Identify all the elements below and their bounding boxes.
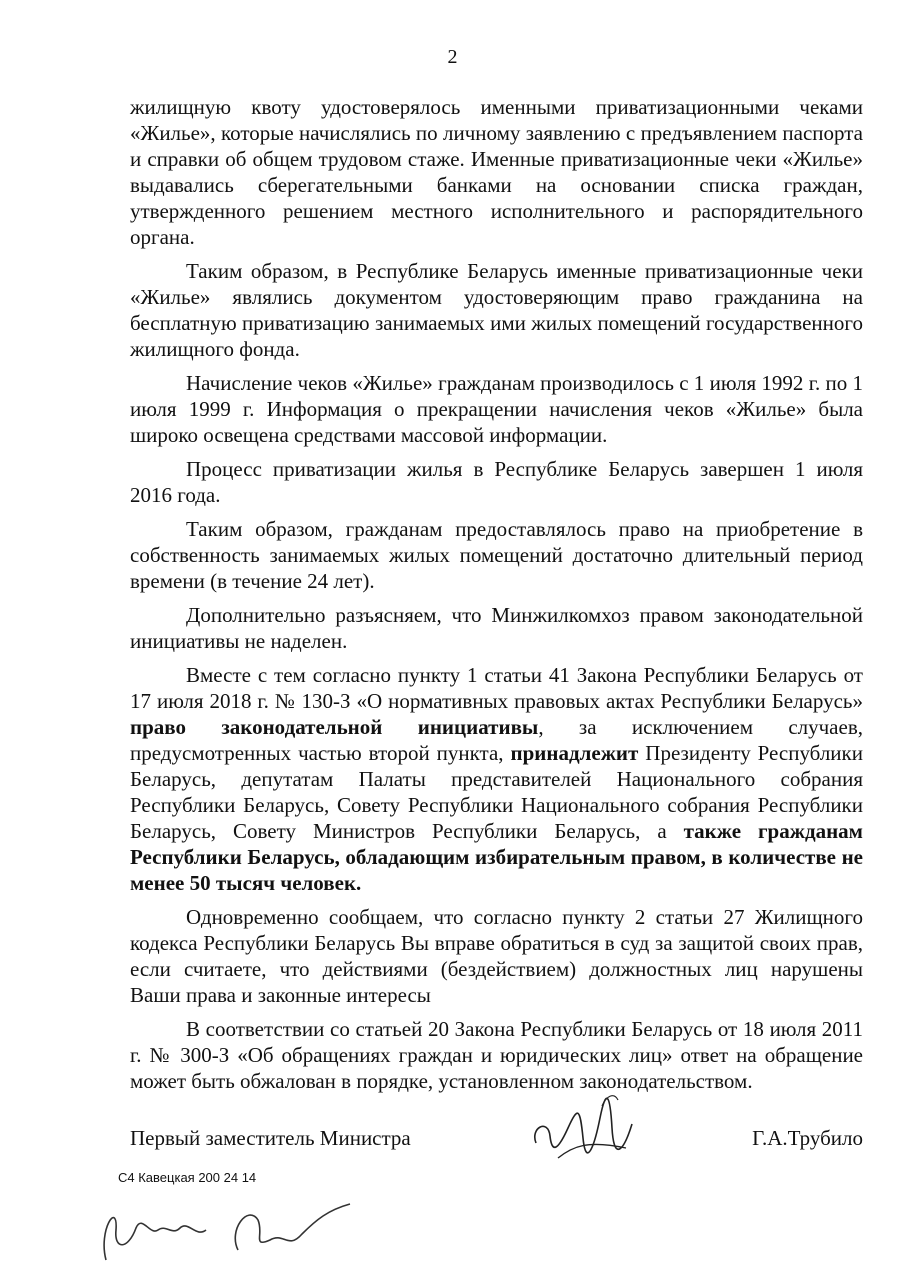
paragraph-7-text-2: , за исключением случаев, предусмотренных частью второй пункта,: [130, 715, 863, 765]
paragraph-6: Дополнительно разъясняем, что Минжилкомхоз правом законодательной инициативы не наделен.: [130, 603, 863, 653]
paragraph-4: Процесс приватизации жилья в Республике Беларусь завершен 1 июля 2016 года.: [130, 457, 863, 507]
paragraph-5: Таким образом, гражданам предоставлялось право на приобретение в собственность занимаемых жилых помещений достаточно длительный период времени (в течение 24 лет).: [130, 517, 863, 593]
page-number: 2: [447, 46, 458, 68]
signature-icon: [528, 1088, 638, 1168]
paragraph-8: Одновременно сообщаем, что согласно пункту 2 статьи 27 Жилищного кодекса Республики Беларусь Вы вправе обратиться в суд за защитой своих прав, если считаете, что действиями (бездействием) должностных лиц нарушены Ваши права и законные интересы: [130, 905, 863, 1007]
signature-row: [130, 1126, 863, 1156]
paragraph-7-bold-1: право законодательной инициативы: [130, 715, 539, 739]
paragraph-7-text-3: Президенту Республики Беларусь, депутатам Палаты представителей Национального собрания Республики Беларусь, Совету Республики Национального собрания Республики Беларусь, Совету Министров Республики Беларусь, а: [130, 741, 863, 843]
paragraph-9: В соответствии со статьей 20 Закона Республики Беларусь от 18 июля 2011 г. № 300-З «Об обращениях граждан и юридических лиц» ответ на обращение может быть обжалован в порядке, установленном законодательством.: [130, 1017, 863, 1093]
handwritten-initials-icon: [88, 1190, 358, 1270]
signer-title: Первый заместитель Министра: [130, 1126, 411, 1150]
paragraph-7-text-1: Вместе с тем согласно пункту 1 статьи 41 Закона Республики Беларусь от 17 июля 2018 г. № 130-З «О нормативных правовых актах Республики Беларусь»: [130, 663, 863, 713]
paragraph-3: Начисление чеков «Жилье» гражданам производилось с 1 июля 1992 г. по 1 июля 1999 г. Информация о прекращении начисления чеков «Жилье» была широко освещена средствами массовой информации.: [130, 371, 863, 447]
paragraph-7-bold-2: принадлежит: [510, 741, 639, 765]
paragraph-7: [130, 662, 863, 896]
letter-body: [130, 94, 863, 1102]
signer-name: Г.А.Трубило: [752, 1126, 863, 1150]
paragraph-2: Таким образом, в Республике Беларусь именные приватизационные чеки «Жилье» являлись документом удостоверяющим право гражданина на бесплатную приватизацию занимаемых ими жилых помещений государственного жилищного фонда.: [130, 259, 863, 361]
executor-note: С4 Кавецкая 200 24 14: [118, 1170, 257, 1185]
paragraph-7-bold-3: также гражданам Республики Беларусь, обладающим избирательным правом, в количестве не менее 50 тысяч человек.: [130, 819, 863, 895]
paragraph-1: жилищную квоту удостоверялось именными приватизационными чеками «Жилье», которые начислялись по личному заявлению с предъявлением паспорта и справки об общем трудовом стаже. Именные приватизационные чеки «Жилье» выдавались сберегательными банками на основании списка граждан, утвержденного решением местного исполнительного и распорядительного органа.: [130, 95, 863, 249]
